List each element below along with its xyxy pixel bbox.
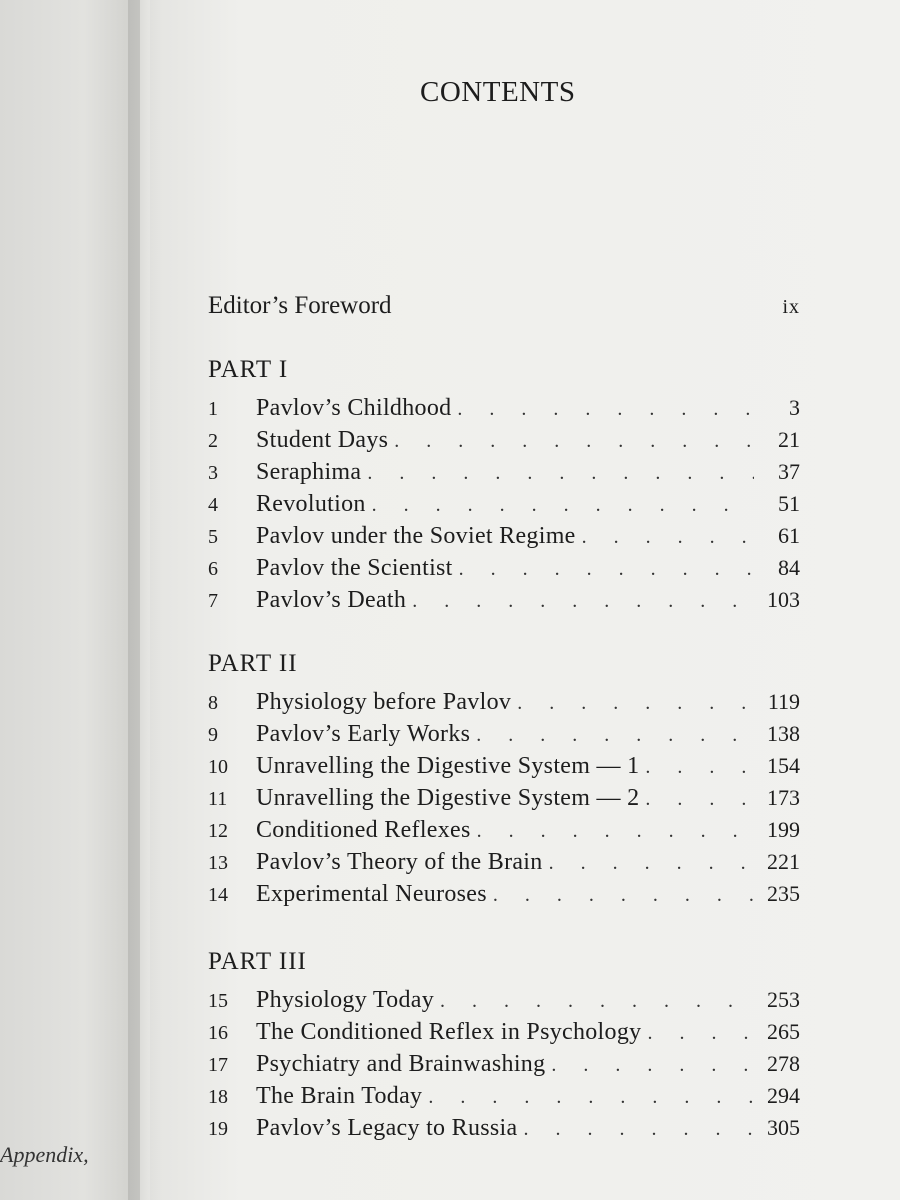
- chapter-page: 119: [767, 689, 800, 714]
- chapter-title: The Brain Today: [256, 1083, 423, 1109]
- dot-leader: [551, 1054, 754, 1077]
- toc-row: [208, 849, 800, 879]
- chapter-number: 5: [208, 526, 218, 548]
- chapter-page: 305: [767, 1115, 800, 1140]
- chapter-page: 265: [767, 1019, 800, 1044]
- chapter-title: Pavlov under the Soviet Regime: [256, 523, 576, 549]
- chapter-title: Unravelling the Digestive System — 2: [256, 785, 640, 811]
- chapter-title: Seraphima: [256, 459, 362, 485]
- chapter-number: 17: [208, 1054, 228, 1076]
- dot-leader: [517, 692, 754, 715]
- dot-leader: [428, 1086, 754, 1109]
- chapter-number: 2: [208, 430, 218, 452]
- toc-row: [208, 587, 800, 617]
- chapter-number: 4: [208, 494, 218, 516]
- dot-leader: [476, 724, 754, 747]
- toc-row: [208, 1115, 800, 1145]
- chapter-number: 19: [208, 1118, 228, 1140]
- dot-leader: [647, 1022, 754, 1045]
- toc-row: [208, 753, 800, 783]
- chapter-title: Physiology Today: [256, 987, 435, 1013]
- chapter-page: 173: [767, 785, 800, 810]
- chapter-page: 61: [778, 523, 800, 548]
- chapter-title: The Conditioned Reflex in Psychology: [256, 1019, 642, 1045]
- chapter-number: 8: [208, 692, 218, 714]
- chapter-page: 199: [767, 817, 800, 842]
- chapter-title: Pavlov’s Early Works: [256, 721, 471, 747]
- left-page-fragment: Appendix,: [0, 1142, 89, 1167]
- foreword-page: ix: [782, 296, 800, 318]
- dot-leader: [440, 990, 754, 1013]
- dot-leader: [477, 820, 754, 843]
- chapter-number: 3: [208, 462, 218, 484]
- chapter-title: Pavlov’s Death: [256, 587, 407, 613]
- chapter-title: Unravelling the Digestive System — 1: [256, 753, 640, 779]
- toc-row: [208, 395, 800, 425]
- chapter-title: Psychiatry and Brainwashing: [256, 1051, 546, 1077]
- foreword-title: Editor’s Foreword: [208, 292, 392, 319]
- chapter-number: 11: [208, 788, 228, 810]
- chapter-page: 3: [789, 395, 800, 420]
- chapter-title: Experimental Neuroses: [256, 881, 487, 907]
- dot-leader: [493, 884, 754, 907]
- chapter-number: 9: [208, 724, 218, 746]
- toc-row: [208, 555, 800, 585]
- part-heading: PART II: [208, 650, 298, 677]
- chapter-number: 12: [208, 820, 228, 842]
- chapter-number: 6: [208, 558, 218, 580]
- dot-leader: [412, 590, 754, 613]
- chapter-page: 103: [767, 587, 800, 612]
- chapter-title: Student Days: [256, 427, 389, 453]
- chapter-page: 294: [767, 1083, 800, 1108]
- chapter-number: 14: [208, 884, 228, 906]
- dot-leader: [372, 494, 754, 517]
- toc-row: [208, 817, 800, 847]
- dot-leader: [645, 756, 754, 779]
- chapter-number: 7: [208, 590, 218, 612]
- toc-row: [208, 1051, 800, 1081]
- chapter-title: Pavlov’s Legacy to Russia: [256, 1115, 518, 1141]
- toc-row: [208, 427, 800, 457]
- chapter-title: Pavlov the Scientist: [256, 555, 453, 581]
- chapter-number: 15: [208, 990, 228, 1012]
- foreword-entry: [208, 292, 800, 320]
- chapter-number: 13: [208, 852, 228, 874]
- dot-leader: [394, 430, 754, 453]
- dot-leader: [582, 526, 754, 549]
- part-heading: PART III: [208, 948, 307, 975]
- toc-row: [208, 491, 800, 521]
- toc-row: [208, 1019, 800, 1049]
- chapter-title: Physiology before Pavlov: [256, 689, 512, 715]
- chapter-page: 278: [767, 1051, 800, 1076]
- chapter-title: Revolution: [256, 491, 366, 517]
- dot-leader: [549, 852, 754, 875]
- dot-leader: [645, 788, 754, 811]
- book-gutter: [128, 0, 162, 1200]
- toc-row: [208, 721, 800, 751]
- toc-row: [208, 523, 800, 553]
- chapter-page: 37: [778, 459, 800, 484]
- chapter-title: Conditioned Reflexes: [256, 817, 471, 843]
- left-page: [0, 0, 140, 1200]
- chapter-number: 18: [208, 1086, 228, 1108]
- dot-leader: [459, 558, 754, 581]
- chapter-page: 21: [778, 427, 800, 452]
- chapter-page: 154: [767, 753, 800, 778]
- dot-leader: [457, 398, 754, 421]
- chapter-number: 1: [208, 398, 218, 420]
- toc-row: [208, 689, 800, 719]
- chapter-page: 221: [767, 849, 800, 874]
- chapter-title: Pavlov’s Theory of the Brain: [256, 849, 543, 875]
- toc-row: [208, 459, 800, 489]
- chapter-page: 51: [778, 491, 800, 516]
- chapter-page: 253: [767, 987, 800, 1012]
- toc-row: [208, 785, 800, 815]
- page-title: CONTENTS: [420, 76, 576, 108]
- chapter-number: 10: [208, 756, 228, 778]
- chapter-title: Pavlov’s Childhood: [256, 395, 452, 421]
- chapter-number: 16: [208, 1022, 228, 1044]
- dot-leader: [367, 462, 754, 485]
- part-heading: PART I: [208, 356, 289, 383]
- dot-leader: [523, 1118, 754, 1141]
- chapter-page: 235: [767, 881, 800, 906]
- toc-row: [208, 881, 800, 911]
- toc-row: [208, 987, 800, 1017]
- chapter-page: 138: [767, 721, 800, 746]
- chapter-page: 84: [778, 555, 800, 580]
- toc-row: [208, 1083, 800, 1113]
